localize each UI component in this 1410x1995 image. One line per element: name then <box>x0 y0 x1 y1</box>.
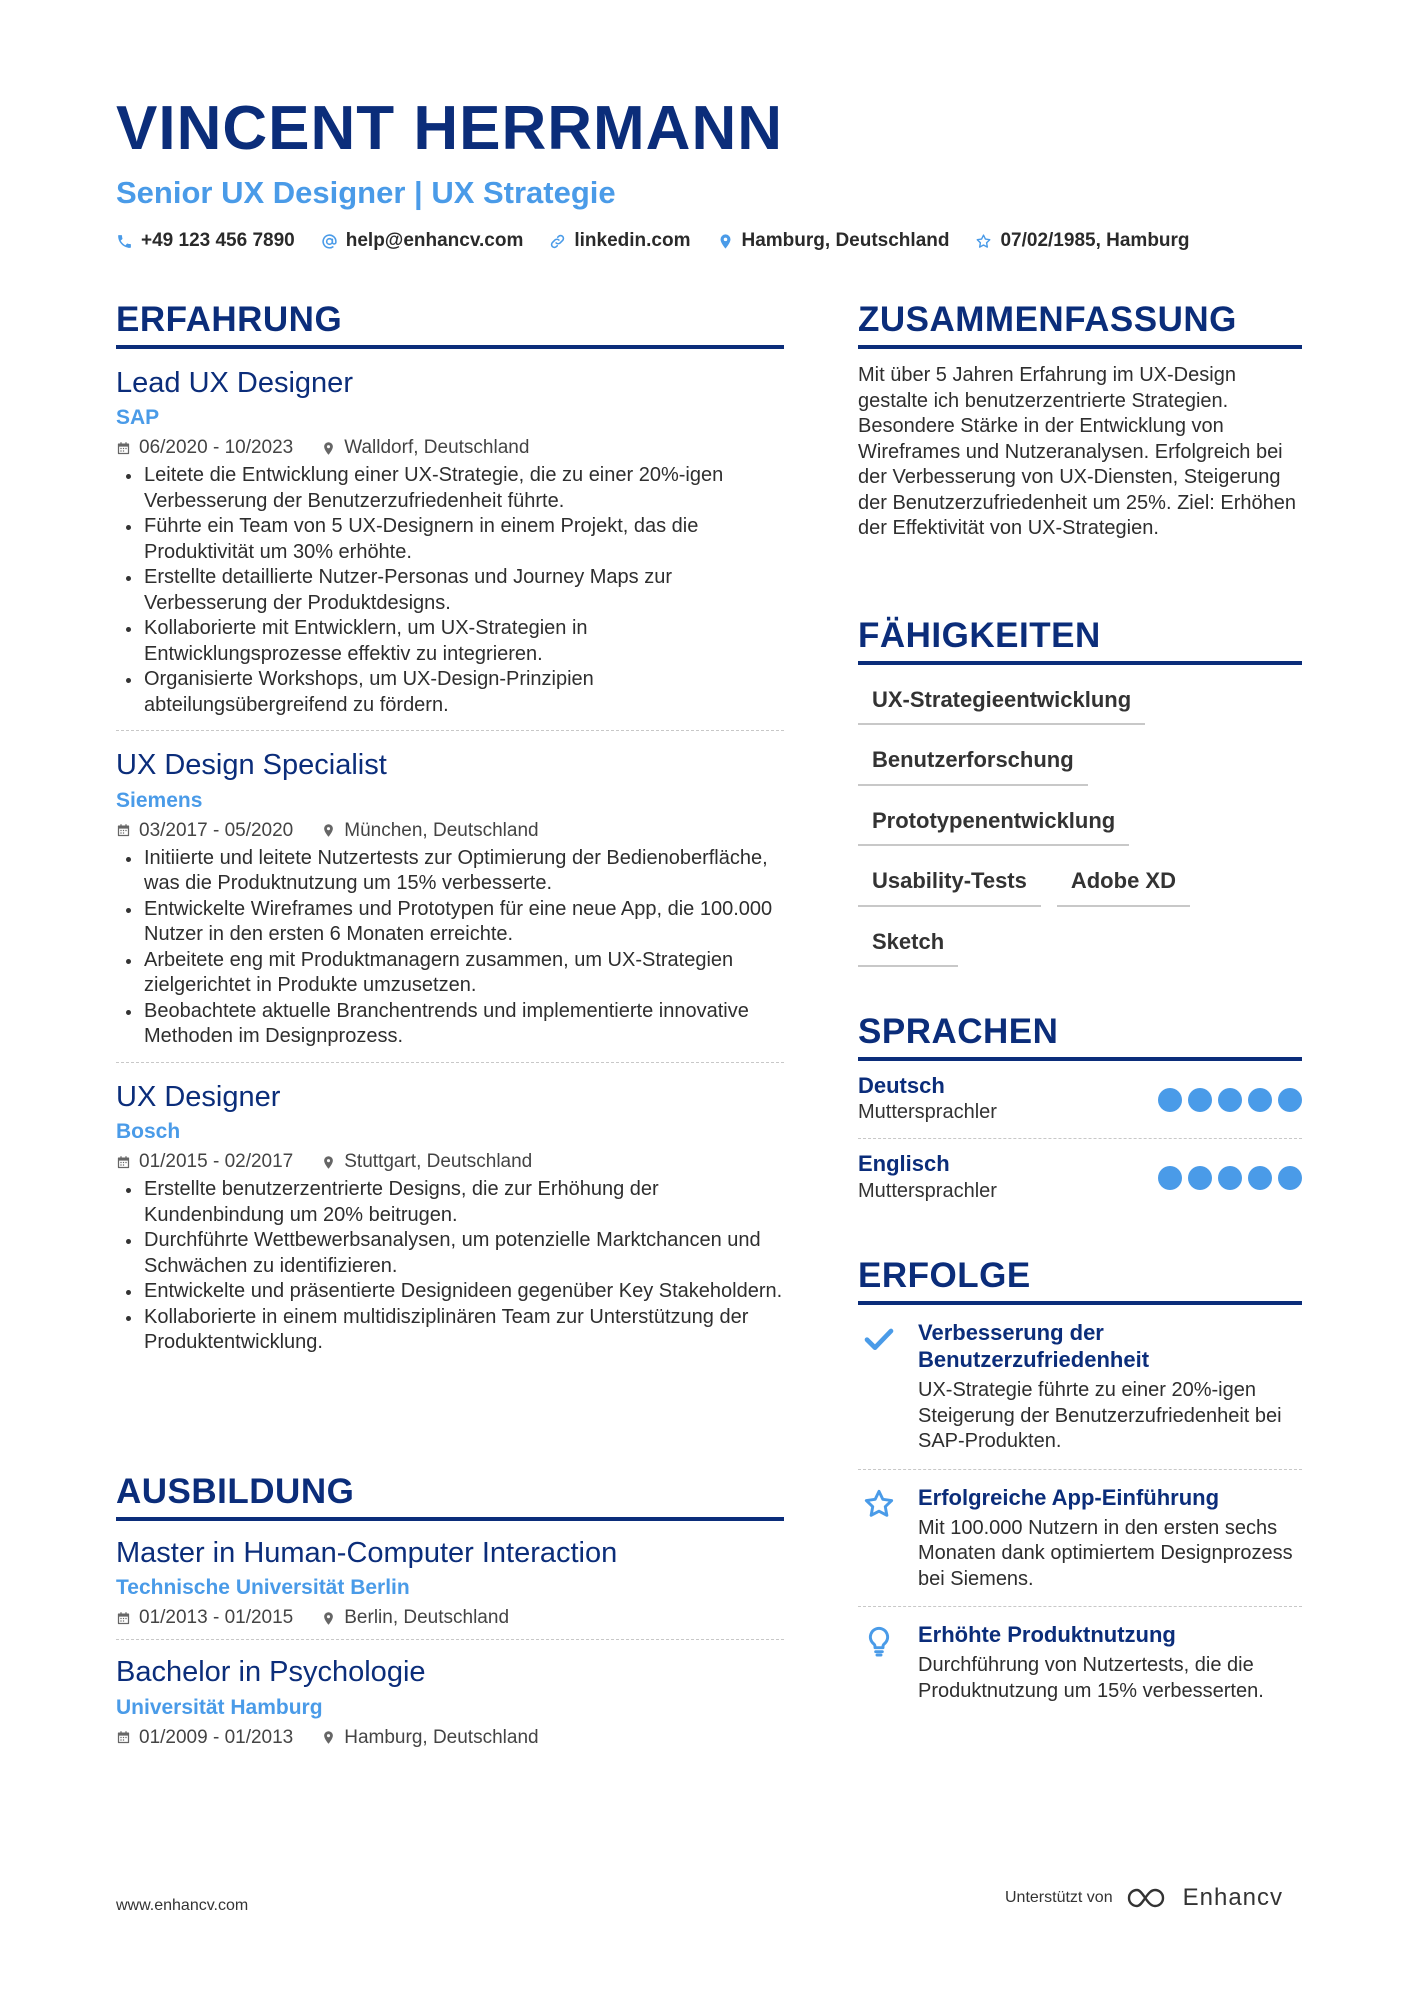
language-entry <box>858 1061 1302 1139</box>
lightbulb-icon <box>863 1625 895 1657</box>
location-pin-icon <box>321 823 336 838</box>
language-rating <box>1158 1166 1302 1190</box>
rating-dot <box>1218 1088 1242 1112</box>
experience-section <box>116 302 784 1368</box>
candidate-title: Senior UX Designer | UX Strategie <box>116 175 616 210</box>
calendar-icon <box>116 441 131 456</box>
job-dates: 06/2020 - 10/2023 <box>139 437 294 459</box>
achievement-title: Erhöhte Produktnutzung <box>918 1622 1176 1647</box>
achievement-title: Erfolgreiche App-Einführung <box>918 1484 1220 1510</box>
education-dates: 01/2013 - 01/2015 <box>139 1607 294 1629</box>
education-meta <box>116 1727 784 1749</box>
skill-tag: Prototypenentwicklung <box>858 800 1129 846</box>
rating-dot <box>1248 1088 1272 1112</box>
job-meta <box>116 820 784 842</box>
powered-by-text: Unterstützt von <box>1005 1889 1113 1906</box>
location-pin-icon <box>321 441 336 456</box>
job-location: München, Deutschland <box>344 819 539 841</box>
language-level: Muttersprachler <box>858 1179 997 1202</box>
star-outline-icon <box>975 233 992 250</box>
at-icon <box>321 233 338 250</box>
footer-branding <box>1005 1884 1283 1912</box>
contact-linkedin[interactable] <box>549 230 690 252</box>
rating-dot <box>1278 1088 1302 1112</box>
school-name: Technische Universität Berlin <box>116 1576 410 1600</box>
contact-birth <box>975 230 1189 252</box>
summary-section <box>858 302 1302 542</box>
checkmark-icon <box>863 1323 895 1355</box>
degree-title: Bachelor in Psychologie <box>116 1656 426 1689</box>
skill-tag: Adobe XD <box>1057 860 1190 906</box>
education-entry <box>116 1640 784 1758</box>
school-name: Universität Hamburg <box>116 1695 323 1719</box>
education-location: Berlin, Deutschland <box>344 1607 510 1629</box>
degree-title: Master in Human-Computer Interaction <box>116 1537 618 1569</box>
job-title: UX Design Specialist <box>116 749 387 782</box>
education-dates: 01/2009 - 01/2013 <box>139 1726 294 1748</box>
achievements-section <box>858 1258 1302 1718</box>
achievement-entry <box>858 1305 1302 1470</box>
location-text: Hamburg, Deutschland <box>741 230 950 251</box>
language-level: Muttersprachler <box>858 1101 997 1124</box>
language-name: Englisch <box>858 1151 950 1177</box>
bullet-item: Arbeitete eng mit Produktmanagern zusammen, um UX-Strategien zielgerichtet in Produkte umzusetzen. <box>116 948 784 999</box>
skills-list <box>858 679 1302 967</box>
job-location: Stuttgart, Deutschland <box>344 1151 533 1173</box>
linkedin-text: linkedin.com <box>574 230 691 251</box>
achievement-desc: Mit 100.000 Nutzern in den ersten sechs Monaten dank optimiertem Designprozess bei Siemens. <box>918 1516 1293 1590</box>
job-title: UX Designer <box>116 1080 281 1113</box>
star-icon <box>863 1488 895 1520</box>
location-pin-icon <box>321 1730 336 1745</box>
contact-phone[interactable] <box>116 230 295 252</box>
bullet-item: Erstellte detaillierte Nutzer-Personas und Journey Maps zur Verbesserung der Produktdesigns. <box>116 565 784 616</box>
contact-bar <box>116 230 1190 252</box>
job-dates: 03/2017 - 05/2020 <box>139 819 294 841</box>
job-entry <box>116 1063 784 1368</box>
achievements-heading: ERFOLGE <box>858 1258 1302 1305</box>
education-section <box>116 1474 784 1759</box>
education-meta <box>116 1607 784 1629</box>
skill-tag: Usability-Tests <box>858 860 1041 906</box>
job-entry <box>116 349 784 731</box>
job-meta <box>116 1151 784 1173</box>
job-entry <box>116 731 784 1062</box>
achievement-title: Verbesserung der Benutzerzufriedenheit <box>918 1320 1150 1372</box>
language-rating <box>1158 1088 1302 1112</box>
contact-email[interactable] <box>321 230 524 252</box>
education-location: Hamburg, Deutschland <box>344 1726 539 1748</box>
languages-section <box>858 1014 1302 1217</box>
phone-text: +49 123 456 7890 <box>141 230 295 251</box>
brand-name: Enhancv <box>1182 1884 1284 1911</box>
bullet-item: Initiierte und leitete Nutzertests zur Optimierung der Bedienoberfläche, was die Produktnutzung um 15% verbesserte. <box>116 846 784 897</box>
job-company: Bosch <box>116 1120 181 1144</box>
bullet-item: Leitete die Entwicklung einer UX-Strategie, die zu einer 20%-igen Verbesserung der Benutzerzufriedenheit führte. <box>116 463 784 514</box>
phone-icon <box>116 233 133 250</box>
job-bullets <box>116 463 784 718</box>
summary-heading: ZUSAMMENFASSUNG <box>858 302 1302 349</box>
rating-dot <box>1158 1088 1182 1112</box>
skill-tag: Sketch <box>858 921 958 967</box>
job-location: Walldorf, Deutschland <box>344 437 530 459</box>
job-company: SAP <box>116 406 160 430</box>
candidate-name: VINCENT HERRMANN <box>116 94 783 163</box>
job-bullets <box>116 846 784 1050</box>
enhancv-logo-icon <box>1125 1885 1171 1911</box>
bullet-item: Durchführte Wettbewerbsanalysen, um potenzielle Marktchancen und Schwächen zu identifizieren. <box>116 1228 784 1279</box>
calendar-icon <box>116 1730 131 1745</box>
bullet-item: Kollaborierte in einem multidisziplinären Team zur Unterstützung der Produktentwicklung. <box>116 1305 784 1356</box>
education-heading: AUSBILDUNG <box>116 1474 784 1521</box>
location-pin-icon <box>717 233 734 250</box>
location-pin-icon <box>321 1155 336 1170</box>
job-dates: 01/2015 - 02/2017 <box>139 1151 294 1173</box>
bullet-item: Beobachtete aktuelle Branchentrends und implementierte innovative Methoden im Designprozess. <box>116 999 784 1050</box>
location-pin-icon <box>321 1611 336 1626</box>
bullet-item: Kollaborierte mit Entwicklern, um UX-Strategien in Entwicklungsprozesse effektiv zu integrieren. <box>116 616 784 667</box>
rating-dot <box>1188 1088 1212 1112</box>
birth-text: 07/02/1985, Hamburg <box>1000 230 1190 251</box>
bullet-item: Entwickelte und präsentierte Designideen gegenüber Key Stakeholdern. <box>116 1279 784 1305</box>
rating-dot <box>1188 1166 1212 1190</box>
rating-dot <box>1278 1166 1302 1190</box>
summary-text: Mit über 5 Jahren Erfahrung im UX-Design gestalte ich benutzerzentrierte Strategien. Besondere Stärke in der Entwicklung von Wireframes und Nutzeranalysen. Erfolgreich bei der Verbesserung von UX-Diensten, Steigerung der Benutzerzufriedenheit um 25%. Ziel: Erhöhen der Effektivität von UX-Strategien. <box>858 364 1297 539</box>
link-icon <box>549 233 566 250</box>
bullet-item: Führte ein Team von 5 UX-Designern in einem Projekt, das die Produktivität um 30% erhöhte. <box>116 514 784 565</box>
achievement-desc: UX-Strategie führte zu einer 20%-igen Steigerung der Benutzerzufriedenheit bei SAP-Produkten. <box>918 1379 1282 1452</box>
rating-dot <box>1158 1166 1182 1190</box>
email-text: help@enhancv.com <box>345 230 524 251</box>
calendar-icon <box>116 823 131 838</box>
job-title: Lead UX Designer <box>116 367 353 399</box>
skills-heading: FÄHIGKEITEN <box>858 618 1302 665</box>
skill-tag: Benutzerforschung <box>858 739 1088 785</box>
calendar-icon <box>116 1155 131 1170</box>
language-entry <box>858 1139 1302 1216</box>
language-name: Deutsch <box>858 1073 945 1098</box>
achievement-entry <box>858 1470 1302 1608</box>
achievement-desc: Durchführung von Nutzertests, die die Produktnutzung um 15% verbesserten. <box>918 1654 1264 1702</box>
job-company: Siemens <box>116 788 203 812</box>
experience-heading: ERFAHRUNG <box>116 302 784 349</box>
footer-website[interactable]: www.enhancv.com <box>116 1897 249 1914</box>
skills-section <box>858 618 1302 967</box>
rating-dot <box>1218 1166 1242 1190</box>
languages-heading: SPRACHEN <box>858 1014 1302 1061</box>
job-bullets <box>116 1177 784 1356</box>
bullet-item: Entwickelte Wireframes und Prototypen für eine neue App, die 100.000 Nutzer in den ersten 6 Monaten erreichte. <box>116 897 784 948</box>
bullet-item: Organisierte Workshops, um UX-Design-Prinzipien abteilungsübergreifend zu fördern. <box>116 667 784 718</box>
bullet-item: Erstellte benutzerzentrierte Designs, die zur Erhöhung der Kundenbindung um 20% beitrugen. <box>116 1177 784 1228</box>
calendar-icon <box>116 1611 131 1626</box>
contact-location <box>717 230 950 252</box>
job-meta <box>116 437 784 459</box>
rating-dot <box>1248 1166 1272 1190</box>
achievement-entry <box>858 1607 1302 1718</box>
education-entry <box>116 1521 784 1640</box>
skill-tag: UX-Strategieentwicklung <box>858 679 1145 725</box>
